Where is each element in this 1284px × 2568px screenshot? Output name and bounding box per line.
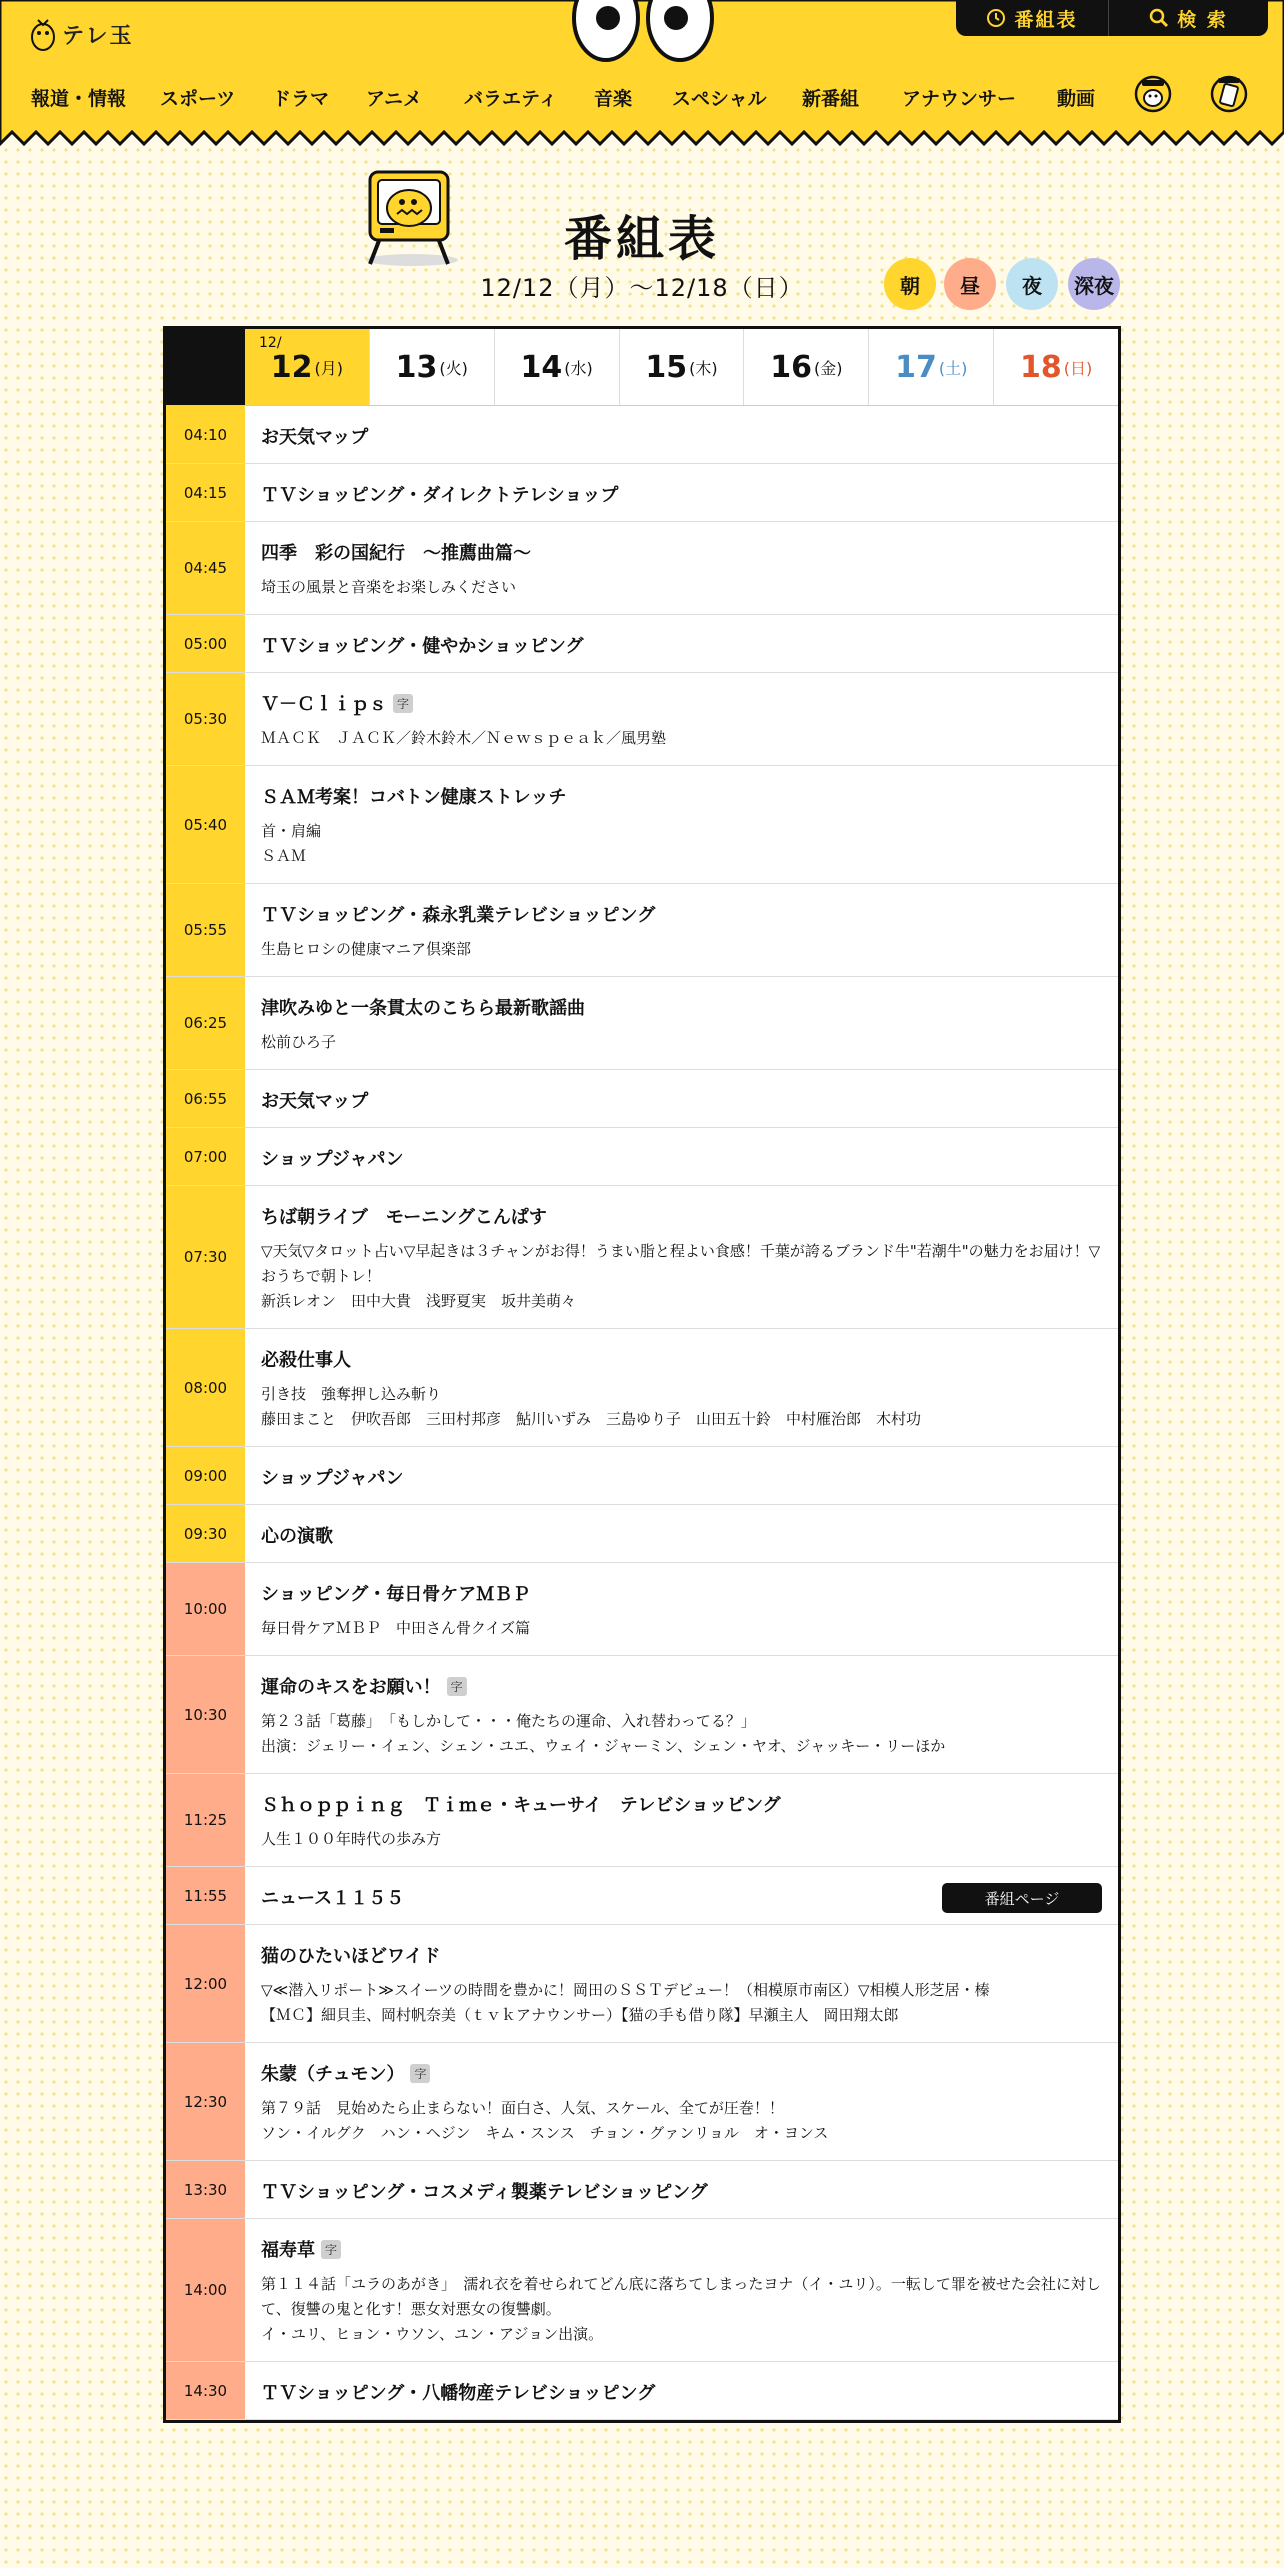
program-time: 06:55 (166, 1070, 245, 1127)
program-description: 生島ヒロシの健康マニア倶楽部 (261, 940, 472, 958)
program-row[interactable] (166, 1186, 1118, 1329)
program-cell (245, 1925, 1118, 2042)
day-tab-weekday: (土) (938, 358, 968, 378)
program-title-line (261, 2379, 1102, 2405)
program-title[interactable]: 福寿草 (261, 2240, 315, 2261)
nav-item-video[interactable]: 動画 (1057, 88, 1096, 110)
program-description: ▽天気▽タロット占い▽早起きは３チャンがお得！うまい脂と程よい食感！千葉が誇るブランド牛"若潮牛"の魅力をお届け！▽おうちで朝トレ！ 新浜レオン 田中大貴 浅野夏実 坂井美萌々 (261, 1242, 1101, 1310)
search-icon (1149, 8, 1169, 28)
day-tabs (166, 329, 1118, 406)
program-title[interactable]: 津吹みゆと一条貫太のこちら最新歌謡曲 (261, 998, 585, 1019)
search-button-label: 検 索 (1177, 8, 1228, 31)
program-title-line (261, 2178, 1102, 2204)
program-title-line (261, 1203, 1102, 1229)
program-title-line (261, 1942, 1102, 1968)
day-tab-date: 14 (520, 349, 563, 385)
program-time: 10:00 (166, 1563, 245, 1655)
program-time: 07:00 (166, 1128, 245, 1185)
program-row[interactable] (166, 464, 1118, 522)
nav-item-new-programs[interactable]: 新番組 (802, 88, 860, 110)
main-nav (0, 80, 1284, 116)
program-description: 首・肩編 ＳＡＭ (261, 822, 322, 865)
program-description: ▽≪潜入リポート≫スイーツの時間を豊かに！岡田のＳＳＴデビュー！（相模原市南区）▽相模人形芝居・榛 【ＭＣ】細貝圭、岡村帆奈美（ｔｖｋアナウンサー）【猫の手も借り隊】早瀬主人 岡田翔太郎 (261, 1981, 990, 2024)
program-title[interactable]: ＴＶショッピング・健やかショッピング (261, 636, 584, 657)
program-row[interactable] (166, 1128, 1118, 1186)
program-title-line (261, 1464, 1102, 1490)
program-title-line (261, 994, 1102, 1020)
day-tab-date: 18 (1019, 349, 1062, 385)
schedule-button[interactable] (956, 0, 1108, 36)
channel-pass-icon[interactable] (1210, 72, 1248, 118)
program-row[interactable] (166, 2043, 1118, 2161)
site-logo[interactable] (30, 16, 134, 52)
program-cell (245, 1656, 1118, 1773)
program-row[interactable] (166, 1867, 1118, 1925)
program-title-line (261, 1346, 1102, 1372)
program-time: 05:55 (166, 884, 245, 976)
logo-text: テレ玉 (62, 23, 134, 49)
program-title[interactable]: ちば朝ライブ モーニングこんぱす (261, 1207, 547, 1228)
program-time: 04:45 (166, 522, 245, 614)
day-tab-date: 13 (395, 349, 438, 385)
program-cell (245, 1329, 1118, 1446)
program-row[interactable] (166, 2161, 1118, 2219)
program-title[interactable]: ニュース１１５５ (261, 1888, 405, 1909)
nav-item-music[interactable]: 音楽 (594, 88, 633, 110)
program-time: 14:00 (166, 2219, 245, 2361)
subtitle-badge: 字 (447, 1677, 467, 1696)
tv-dama-icon[interactable] (1134, 72, 1172, 118)
day-tab[interactable] (620, 329, 745, 405)
program-title-line (261, 901, 1102, 927)
program-row[interactable] (166, 673, 1118, 766)
program-title-line (261, 1791, 1102, 1817)
nav-item-special[interactable]: スペシャル (672, 88, 767, 110)
program-row[interactable] (166, 406, 1118, 464)
day-tab[interactable] (495, 329, 620, 405)
program-description: 松前ひろ子 (261, 1033, 337, 1051)
program-time: 05:30 (166, 673, 245, 765)
program-description: ＭＡＣＫ ＪＡＣＫ／鈴木鈴木／Ｎｅｗｓｐｅａｋ／風男塾 (261, 729, 667, 747)
program-list (166, 406, 1118, 2420)
page-title: 番組表 (563, 211, 720, 267)
program-row[interactable] (166, 522, 1118, 615)
program-title[interactable]: お天気マップ (261, 427, 369, 448)
day-tab-date: 17 (895, 349, 937, 385)
nav-item-announcers[interactable]: アナウンサー (902, 88, 1017, 110)
program-cell (245, 1070, 1118, 1127)
program-title-line (261, 2236, 1102, 2262)
time-of-day-late-night-button[interactable]: 深夜 (1068, 258, 1120, 310)
search-button[interactable] (1108, 0, 1268, 36)
time-of-day-night-button[interactable]: 夜 (1006, 258, 1058, 310)
day-tab[interactable] (245, 329, 370, 405)
program-row[interactable] (166, 1329, 1118, 1447)
day-tab-month: 12/ (259, 335, 282, 351)
program-title-line (261, 1580, 1102, 1606)
program-time: 05:00 (166, 615, 245, 672)
program-title[interactable]: Ｖ－Ｃｌｉｐｓ (261, 694, 387, 715)
program-row[interactable] (166, 977, 1118, 1070)
program-cell (245, 1563, 1118, 1655)
program-title-line (261, 1145, 1102, 1171)
program-row[interactable] (166, 1563, 1118, 1656)
program-cell (245, 884, 1118, 976)
day-tab-weekday: (木) (689, 358, 718, 378)
clock-icon (986, 8, 1006, 28)
program-cell (245, 1774, 1118, 1866)
day-tab-weekday: (火) (439, 358, 468, 378)
program-description: 毎日骨ケアＭＢＰ 中田さん骨クイズ篇 (261, 1619, 531, 1637)
program-cell (245, 2043, 1118, 2160)
day-tab-weekday: (日) (1063, 358, 1093, 378)
program-time: 04:15 (166, 464, 245, 521)
program-description: 第１１４話「ユラのあがき」 濡れ衣を着せられてどん底に落ちてしまったヨナ（イ・ユリ）。一転して罪を被せた会社に対して、復讐の鬼と化す！悪女対悪女の復讐劇。 イ・ユリ、ヒョン・ウソン、ユン・アジョン出演。 (261, 2275, 1101, 2343)
program-row[interactable] (166, 1774, 1118, 1867)
program-title[interactable]: ショップジャパン (261, 1468, 404, 1489)
program-cell (245, 1447, 1118, 1504)
program-time: 11:25 (166, 1774, 245, 1866)
program-time: 14:30 (166, 2362, 245, 2419)
nav-item-anime[interactable]: アニメ (366, 88, 423, 110)
program-description: 第２３話「葛藤」 「もしかして・・・俺たちの運命、入れ替わってる？」 出演：ジェリー・イェン、シェン・ユエ、ウェイ・ジャーミン、シェン・ヤオ、ジャッキー・リーほか (261, 1712, 946, 1755)
program-title[interactable]: ＴＶショッピング・コスメディ製薬テレビショッピング (261, 2182, 708, 2203)
program-title-line (261, 1673, 1102, 1699)
program-title[interactable]: 猫のひたいほどワイド (261, 1946, 441, 1967)
program-title-line (261, 481, 1102, 507)
program-time: 10:30 (166, 1656, 245, 1773)
program-title[interactable]: ＴＶショッピング・ダイレクトテレショップ (261, 485, 619, 506)
program-time: 13:30 (166, 2161, 245, 2218)
program-row[interactable] (166, 1925, 1118, 2043)
program-title[interactable]: 朱蒙（チュモン） (261, 2064, 405, 2085)
schedule-table (163, 326, 1121, 2423)
day-tab[interactable] (994, 329, 1118, 405)
program-cell (245, 977, 1118, 1069)
program-title[interactable]: ＴＶショッピング・八幡物産テレビショッピング (261, 2383, 656, 2404)
program-cell (245, 2362, 1118, 2419)
program-cell (245, 1867, 1118, 1924)
program-time: 08:00 (166, 1329, 245, 1446)
nav-item-drama[interactable]: ドラマ (272, 88, 330, 110)
subtitle-badge: 字 (321, 2240, 341, 2259)
program-title-line (261, 2060, 1102, 2086)
program-description: 人生１００年時代の歩み方 (261, 1830, 442, 1848)
program-time: 12:30 (166, 2043, 245, 2160)
program-title[interactable]: 四季 彩の国紀行 ～推薦曲篇～ (261, 543, 531, 564)
program-title-line (261, 539, 1102, 565)
program-row[interactable] (166, 766, 1118, 884)
tedama-mascot-icon (30, 16, 56, 52)
program-cell (245, 673, 1118, 765)
day-tab[interactable] (744, 329, 869, 405)
program-title[interactable]: お天気マップ (261, 1091, 369, 1112)
program-title[interactable]: ＴＶショッピング・森永乳業テレビショッピング (261, 905, 656, 926)
mascot-eyes-icon (568, 0, 718, 64)
program-description: 引き技 強奪押し込み斬り 藤田まこと 伊吹吾郎 三田村邦彦 鮎川いずみ 三島ゆり子 山田五十鈴 中村雁治郎 木村功 (261, 1385, 922, 1428)
program-title[interactable]: Ｓｈｏｐｐｉｎｇ Ｔｉｍｅ・キューサイ テレビショッピング (261, 1795, 781, 1816)
program-cell (245, 406, 1118, 463)
day-tab-weekday: (金) (813, 358, 843, 378)
program-row[interactable] (166, 615, 1118, 673)
program-title[interactable]: ショッピング・毎日骨ケアＭＢＰ (261, 1584, 531, 1605)
program-cell (245, 522, 1118, 614)
program-time: 09:30 (166, 1505, 245, 1562)
program-title[interactable]: 心の演歌 (261, 1526, 333, 1547)
program-cell (245, 2219, 1118, 2361)
program-title-line (261, 632, 1102, 658)
program-row[interactable] (166, 1070, 1118, 1128)
program-row[interactable] (166, 1447, 1118, 1505)
time-of-day-morning-button[interactable]: 朝 (884, 258, 936, 310)
program-title-line (261, 1087, 1102, 1113)
day-tab-weekday: (水) (564, 358, 593, 378)
program-title-line (261, 1522, 1102, 1548)
program-cell (245, 1128, 1118, 1185)
program-cell (245, 2161, 1118, 2218)
program-page-button[interactable]: 番組ページ (942, 1883, 1102, 1913)
program-row[interactable] (166, 884, 1118, 977)
day-tab-date: 12 (270, 349, 313, 385)
day-tab[interactable] (869, 329, 994, 405)
day-tab-weekday: (月) (314, 358, 344, 378)
site-header (0, 0, 1284, 150)
subtitle-badge: 字 (393, 694, 413, 713)
program-time: 12:00 (166, 1925, 245, 2042)
subtitle-badge: 字 (410, 2064, 430, 2083)
nav-item-sports[interactable]: スポーツ (160, 88, 236, 110)
program-time: 04:10 (166, 406, 245, 463)
program-title-line (261, 690, 1102, 716)
header-buttons (956, 0, 1268, 36)
program-time: 09:00 (166, 1447, 245, 1504)
nav-item-variety[interactable]: バラエティ (464, 88, 558, 110)
program-title[interactable]: ＳＡＭ考案！コバトン健康ストレッチ (261, 787, 567, 808)
program-description: 第７９話 見始めたら止まらない！面白さ、人気、スケール、全てが圧巻！！ ソン・イルグク ハン・ヘジン キム・スンス チョン・グァンリョル オ・ヨンス (261, 2099, 829, 2142)
program-cell (245, 615, 1118, 672)
program-cell (245, 1505, 1118, 1562)
program-time: 11:55 (166, 1867, 245, 1924)
program-row[interactable] (166, 2362, 1118, 2420)
program-title[interactable]: 運命のキスをお願い！ (261, 1677, 441, 1698)
program-time: 07:30 (166, 1186, 245, 1328)
program-description: 埼玉の風景と音楽をお楽しみください (261, 578, 517, 596)
program-time: 06:25 (166, 977, 245, 1069)
program-row[interactable] (166, 1505, 1118, 1563)
program-row[interactable] (166, 2219, 1118, 2362)
program-cell (245, 464, 1118, 521)
nav-item-news[interactable]: 報道・情報 (31, 88, 127, 110)
date-range: 12/12（月）〜12/18（日） (480, 274, 804, 302)
program-title[interactable]: 必殺仕事人 (261, 1350, 351, 1371)
program-time: 05:40 (166, 766, 245, 883)
program-title-line (261, 783, 1102, 809)
program-row[interactable] (166, 1656, 1118, 1774)
day-tab-date: 16 (770, 349, 812, 385)
program-title-line (261, 423, 1102, 449)
schedule-button-label: 番組表 (1014, 8, 1078, 31)
program-cell (245, 1186, 1118, 1328)
program-cell (245, 766, 1118, 883)
program-title[interactable]: ショップジャパン (261, 1149, 404, 1170)
day-tabs-corner (166, 329, 245, 405)
day-tab[interactable] (370, 329, 495, 405)
time-of-day-daytime-button[interactable]: 昼 (944, 258, 996, 310)
day-tab-date: 15 (645, 349, 688, 385)
